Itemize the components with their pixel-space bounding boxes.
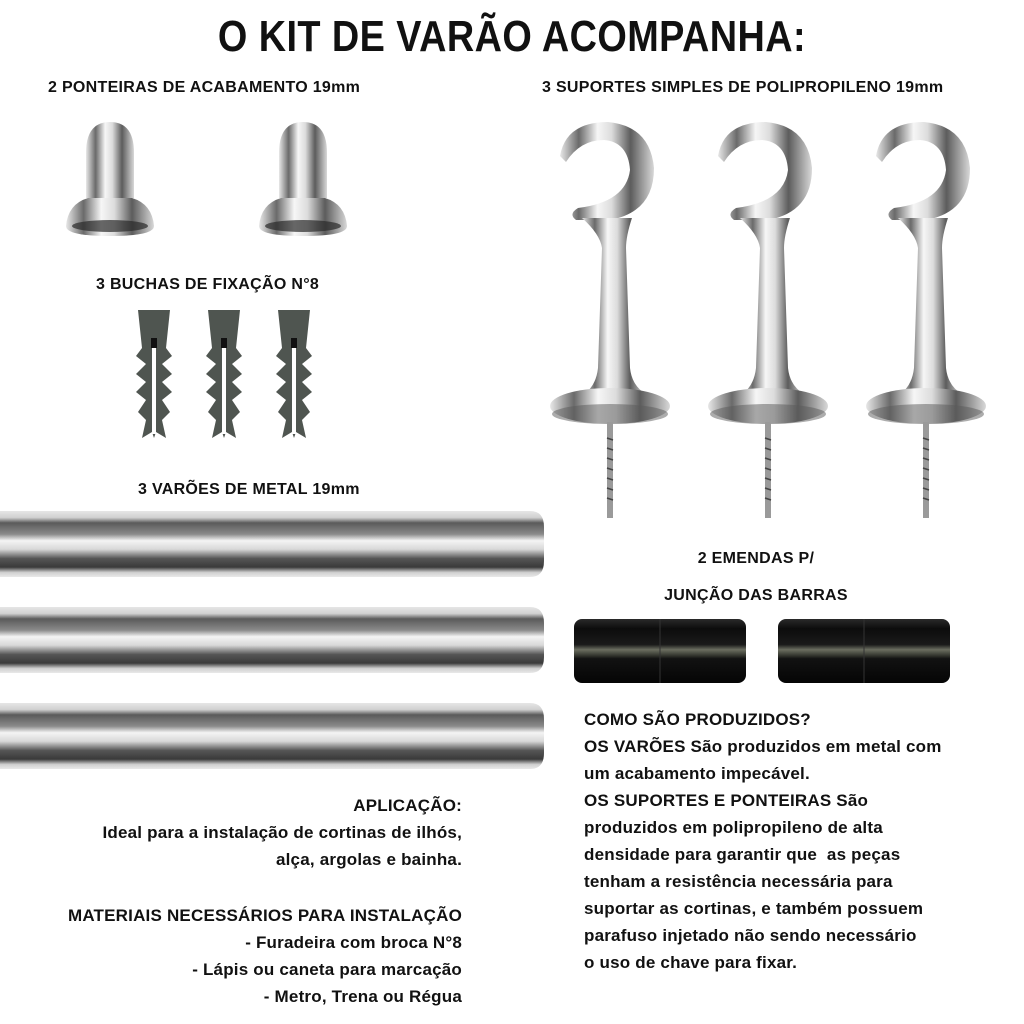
materiais-item: - Lápis ou caneta para marcação (192, 960, 462, 979)
buchas-label: 3 BUCHAS DE FIXAÇÃO N°8 (96, 276, 320, 293)
wall-anchor-plug-icon (204, 308, 244, 440)
producao-line: tenham a resistência necessária para (584, 872, 893, 891)
producao-line: densidade para garantir que as peças (584, 845, 901, 864)
black-rod-connector-icon (778, 617, 950, 685)
materiais-item: - Metro, Trena ou Régua (263, 987, 462, 1006)
ponteiras-label: 2 PONTEIRAS DE ACABAMENTO 19mm (48, 79, 361, 96)
producao-line: OS SUPORTES E PONTEIRAS São (584, 791, 869, 810)
brackets-group (546, 118, 988, 522)
materiais-item: - Furadeira com broca N°8 (245, 933, 462, 952)
producao-heading: COMO SÃO PRODUZIDOS? (584, 710, 811, 729)
wall-anchor-plug-icon (134, 308, 174, 440)
materiais-heading: MATERIAIS NECESSÁRIOS PARA INSTALAÇÃO (67, 906, 462, 925)
producao-line: suportar as cortinas, e também possuem (584, 899, 924, 918)
aplicacao-heading: APLICAÇÃO: (353, 796, 462, 815)
wall-anchor-plug-icon (274, 308, 314, 440)
varoes-label: 3 VARÕES DE METAL 19mm (138, 481, 360, 498)
chrome-end-cap-icon (255, 118, 351, 240)
aplicacao-block (0, 792, 462, 873)
producao-line: produzidos em polipropileno de alta (584, 818, 883, 837)
aplicacao-line: alça, argolas e bainha. (275, 850, 462, 869)
producao-line: um acabamento impecável. (584, 764, 810, 783)
black-rod-connector-icon (574, 617, 746, 685)
producao-block (584, 706, 1014, 976)
chrome-hook-bracket-icon (704, 118, 830, 522)
producao-line: parafuso injetado não sendo necessário (584, 926, 917, 945)
page-title: O KIT DE VARÃO ACOMPANHA: (217, 12, 807, 61)
materiais-block (0, 902, 462, 1010)
chrome-end-cap-icon (62, 118, 158, 240)
chrome-rod-icon (0, 703, 546, 769)
chrome-rod-icon (0, 511, 546, 577)
anchors-group (134, 308, 314, 440)
producao-line: OS VARÕES São produzidos em metal com (584, 737, 942, 756)
producao-line: o uso de chave para fixar. (584, 953, 798, 972)
emendas-label-line2: JUNÇÃO DAS BARRAS (664, 587, 848, 604)
chrome-rod-icon (0, 607, 546, 673)
aplicacao-line: Ideal para a instalação de cortinas de ilhós, (102, 823, 462, 842)
chrome-hook-bracket-icon (546, 118, 672, 522)
chrome-hook-bracket-icon (862, 118, 988, 522)
emendas-label-line1: 2 EMENDAS P/ (697, 550, 815, 567)
suportes-label: 3 SUPORTES SIMPLES DE POLIPROPILENO 19mm (542, 79, 944, 96)
